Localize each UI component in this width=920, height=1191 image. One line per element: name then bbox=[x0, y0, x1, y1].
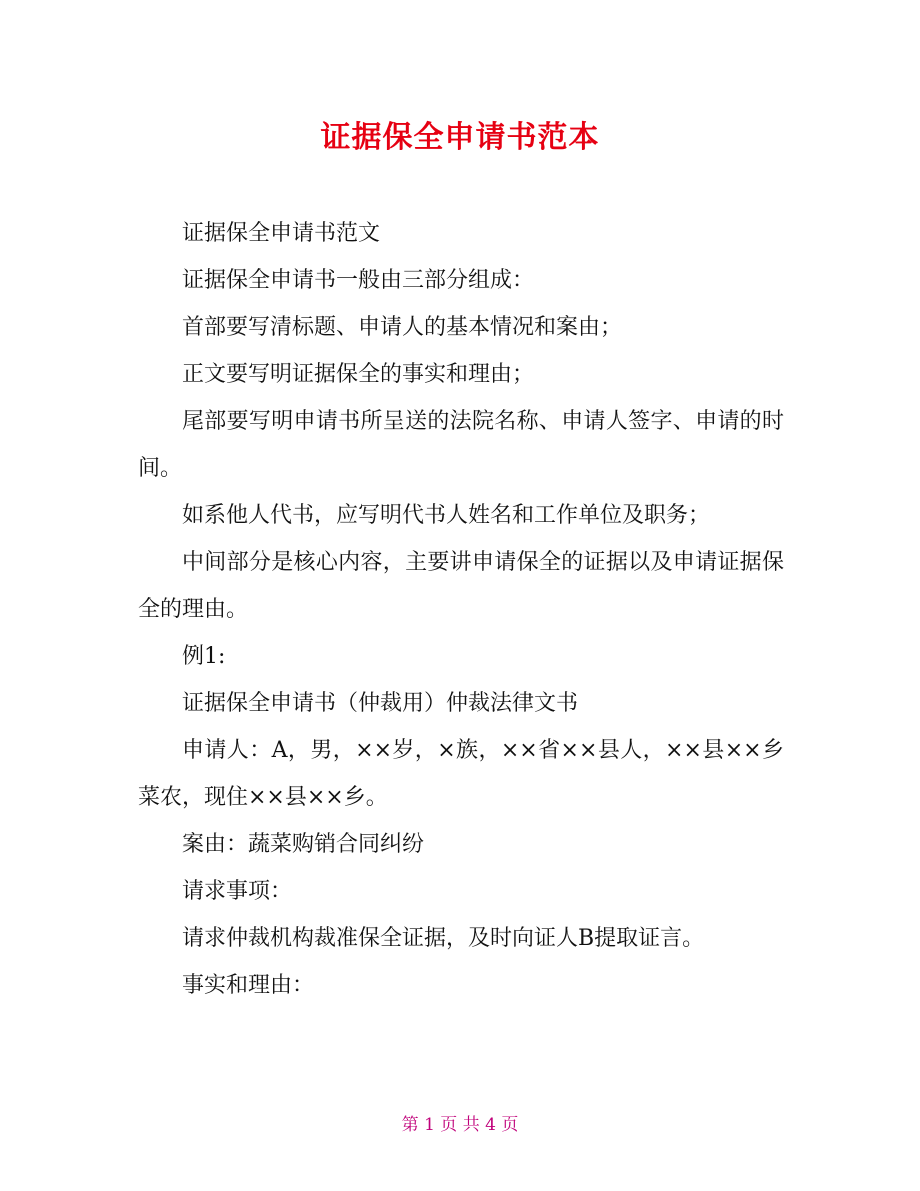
paragraph: 例1: bbox=[182, 644, 226, 669]
paragraph: 案由：蔬菜购销合同纠纷 bbox=[182, 832, 425, 857]
document-title: 证据保全申请书范本 bbox=[320, 120, 600, 155]
paragraph: 证据保全申请书（仲裁用）仲裁法律文书 bbox=[182, 691, 579, 716]
paragraph: 中间部分是核心内容，主要讲申请保全的证据以及申请证据保全的理由。 bbox=[138, 550, 784, 622]
paragraph: 证据保全申请书范文 bbox=[182, 221, 381, 246]
paragraph: 请求事项： bbox=[182, 879, 293, 904]
paragraph: 尾部要写明申请书所呈送的法院名称、申请人签字、申请的时间。 bbox=[138, 409, 784, 481]
page-number-footer: 第 1 页 共 4 页 bbox=[401, 1115, 519, 1135]
paragraph: 事实和理由： bbox=[182, 973, 315, 998]
document-body bbox=[138, 210, 784, 1009]
paragraph: 请求仲裁机构裁准保全证据，及时向证人B提取证言。 bbox=[182, 926, 705, 951]
paragraph: 正文要写明证据保全的事实和理由； bbox=[182, 362, 535, 387]
paragraph: 如系他人代书，应写明代书人姓名和工作单位及职务； bbox=[182, 503, 711, 528]
paragraph: 申请人：A，男，××岁，×族，××省××县人，××县××乡菜农，现住××县××乡。 bbox=[138, 738, 784, 810]
paragraph: 证据保全申请书一般由三部分组成： bbox=[182, 268, 535, 293]
paragraph: 首部要写清标题、申请人的基本情况和案由； bbox=[182, 315, 623, 340]
